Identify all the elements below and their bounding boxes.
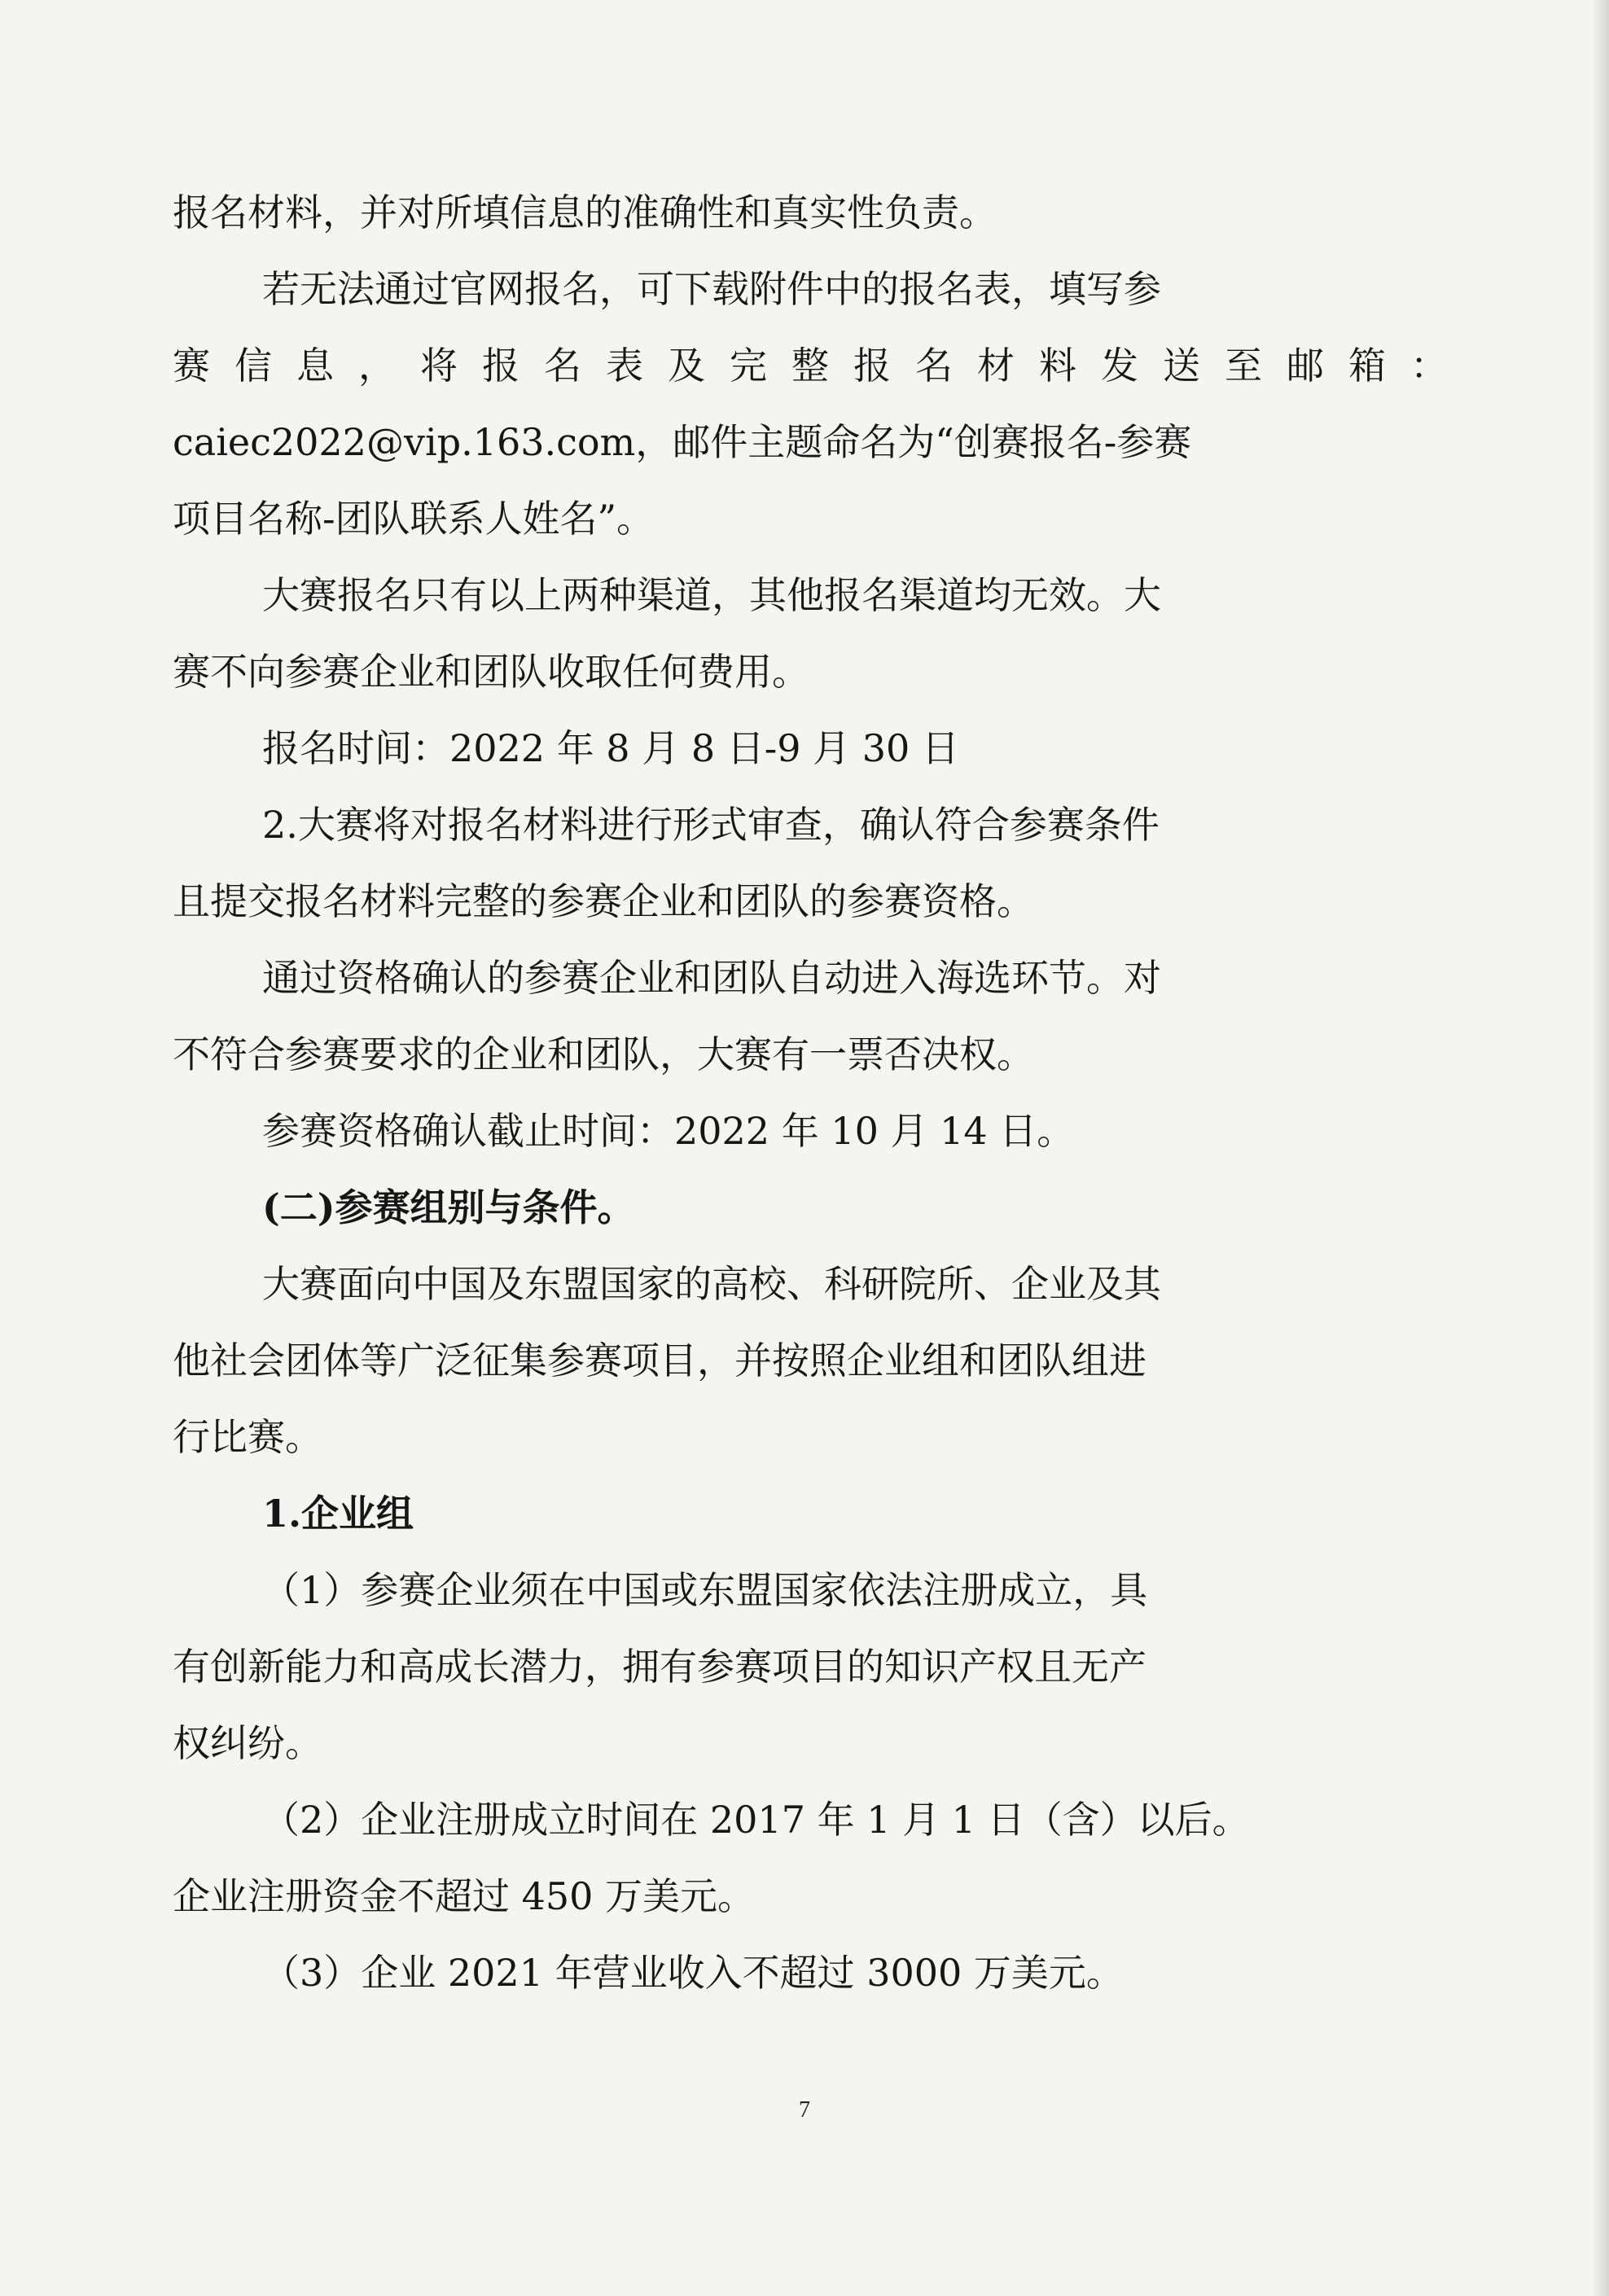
paragraph-line: 他社会团体等广泛征集参赛项目，并按照企业组和团队组进	[173, 1339, 1146, 1382]
paragraph-line: 通过资格确认的参赛企业和团队自动进入海选环节。对	[262, 956, 1161, 1000]
paragraph-line: 2.大赛将对报名材料进行形式审查，确认符合参赛条件	[262, 803, 1160, 847]
paragraph-line: 项目名称-团队联系人姓名”。	[173, 497, 655, 541]
page-number: 7	[799, 2097, 810, 2123]
paragraph-line: 若无法通过官网报名，可下载附件中的报名表，填写参	[262, 267, 1161, 311]
paragraph-line: 赛不向参赛企业和团队收取任何费用。	[173, 650, 809, 694]
section-heading: (二)参赛组别与条件。	[262, 1185, 635, 1229]
email-line: caiec2022@vip.163.com，邮件主题命名为“创赛报名-参赛	[173, 420, 1192, 464]
subsection-heading: 1.企业组	[262, 1492, 414, 1536]
paragraph-line: 有创新能力和高成长潜力，拥有参赛项目的知识产权且无产	[173, 1645, 1146, 1689]
paragraph-line: 企业注册资金不超过 450 万美元。	[173, 1874, 756, 1918]
paragraph-line: 大赛报名只有以上两种渠道，其他报名渠道均无效。大	[262, 573, 1161, 617]
condition-item: （2）企业注册成立时间在 2017 年 1 月 1 日（含）以后。	[262, 1798, 1250, 1842]
paragraph-line: 大赛面向中国及东盟国家的高校、科研院所、企业及其	[262, 1262, 1161, 1306]
registration-time-line: 报名时间：2022 年 8 月 8 日-9 月 30 日	[262, 726, 959, 770]
paragraph-line: 权纠纷。	[173, 1721, 322, 1765]
condition-item: （3）企业 2021 年营业收入不超过 3000 万美元。	[262, 1951, 1124, 1995]
scan-edge-shadow	[1591, 0, 1609, 2296]
paragraph-line: 赛信息，将报名表及完整报名材料发送至邮箱：	[173, 344, 1472, 388]
condition-item: （1）参赛企业须在中国或东盟国家依法注册成立，具	[262, 1568, 1148, 1612]
paragraph-line: 不符合参赛要求的企业和团队，大赛有一票否决权。	[173, 1032, 1034, 1076]
document-body	[173, 174, 1472, 2011]
paragraph-line: 报名材料，并对所填信息的准确性和真实性负责。	[173, 191, 997, 234]
paragraph-line: 且提交报名材料完整的参赛企业和团队的参赛资格。	[173, 879, 1034, 923]
paragraph-line: 行比赛。	[173, 1415, 322, 1459]
deadline-line: 参赛资格确认截止时间：2022 年 10 月 14 日。	[262, 1109, 1075, 1153]
